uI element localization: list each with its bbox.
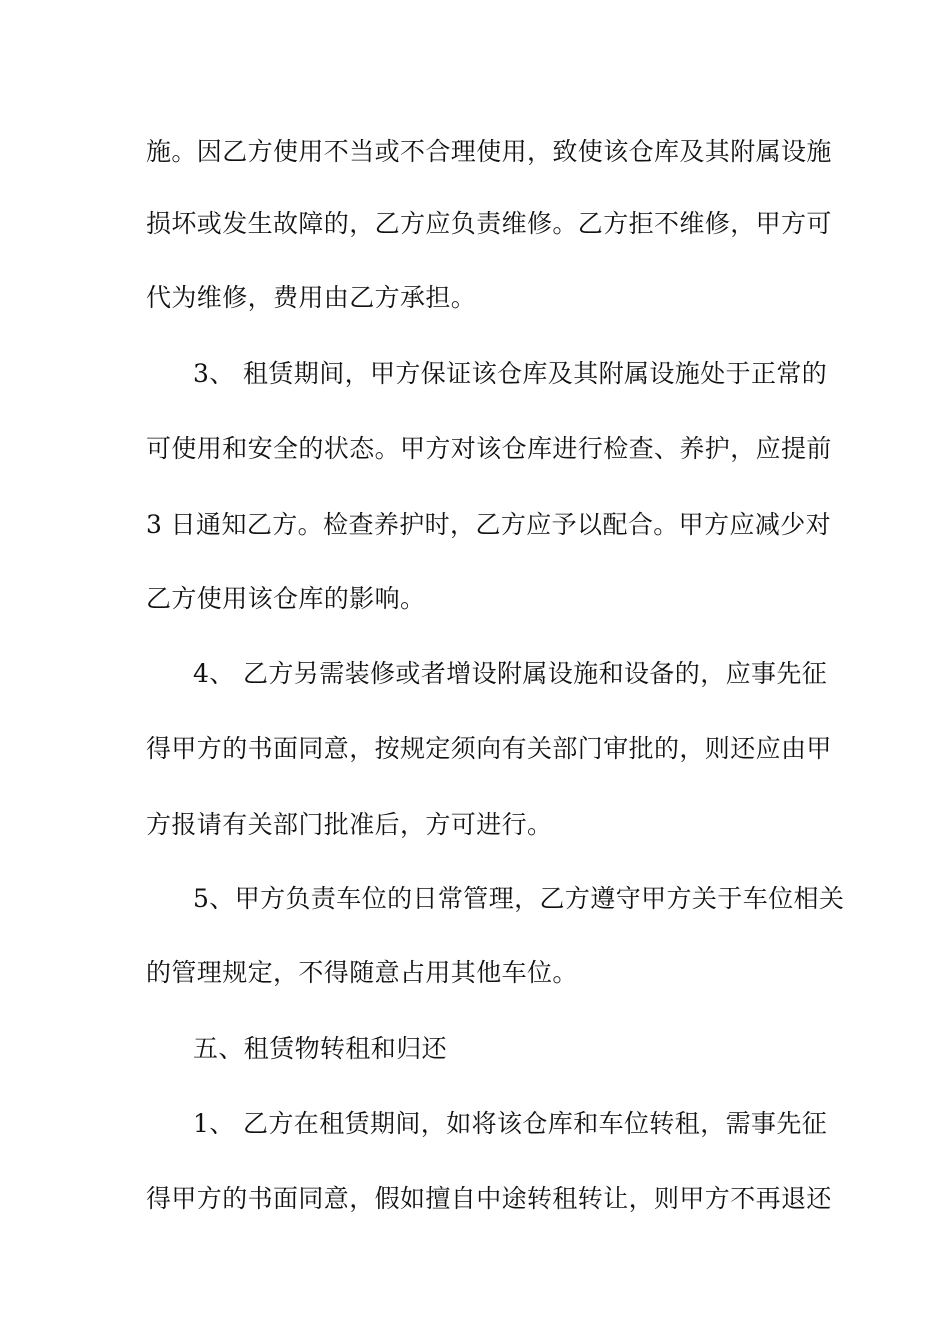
text-line: 损坏或发生故障的，乙方应负责维修。乙方拒不维修，甲方可	[146, 209, 832, 238]
clause-number: 1、	[193, 1109, 235, 1138]
text-line: 得甲方的书面同意，按规定须向有关部门审批的，则还应由甲	[146, 734, 832, 763]
clause-text: 乙方另需装修或者增设附属设施和设备的，应事先征	[243, 659, 828, 688]
numbered-clause-4	[193, 658, 853, 690]
clause-text: 乙方在租赁期间，如将该仓库和车位转租，需事先征	[243, 1109, 828, 1138]
numbered-clause-1	[193, 1108, 853, 1140]
text-line: 的管理规定，不得随意占用其他车位。	[146, 958, 578, 987]
numbered-clause-3	[193, 358, 853, 390]
text-line: 得甲方的书面同意，假如擅自中途转租转让，则甲方不再退还	[146, 1184, 832, 1213]
clause-number: 3、	[193, 359, 235, 388]
text-line: 代为维修，费用由乙方承担。	[146, 283, 477, 312]
text-line: 3 日通知乙方。检查养护时，乙方应予以配合。甲方应减少对	[146, 510, 832, 539]
text-line: 可使用和安全的状态。甲方对该仓库进行检查、养护，应提前	[146, 434, 832, 463]
text-line: 施。因乙方使用不当或不合理使用，致使该仓库及其附属设施	[146, 137, 832, 166]
clause-number: 4、	[193, 659, 235, 688]
text-line: 乙方使用该仓库的影响。	[146, 584, 426, 613]
clause-text: 租赁期间，甲方保证该仓库及其附属设施处于正常的	[243, 359, 828, 388]
section-heading: 五、租赁物转租和归还	[193, 1034, 448, 1063]
numbered-clause-5: 5、甲方负责车位的日常管理，乙方遵守甲方关于车位相关	[193, 884, 845, 913]
text-line: 方报请有关部门批准后，方可进行。	[146, 810, 553, 839]
